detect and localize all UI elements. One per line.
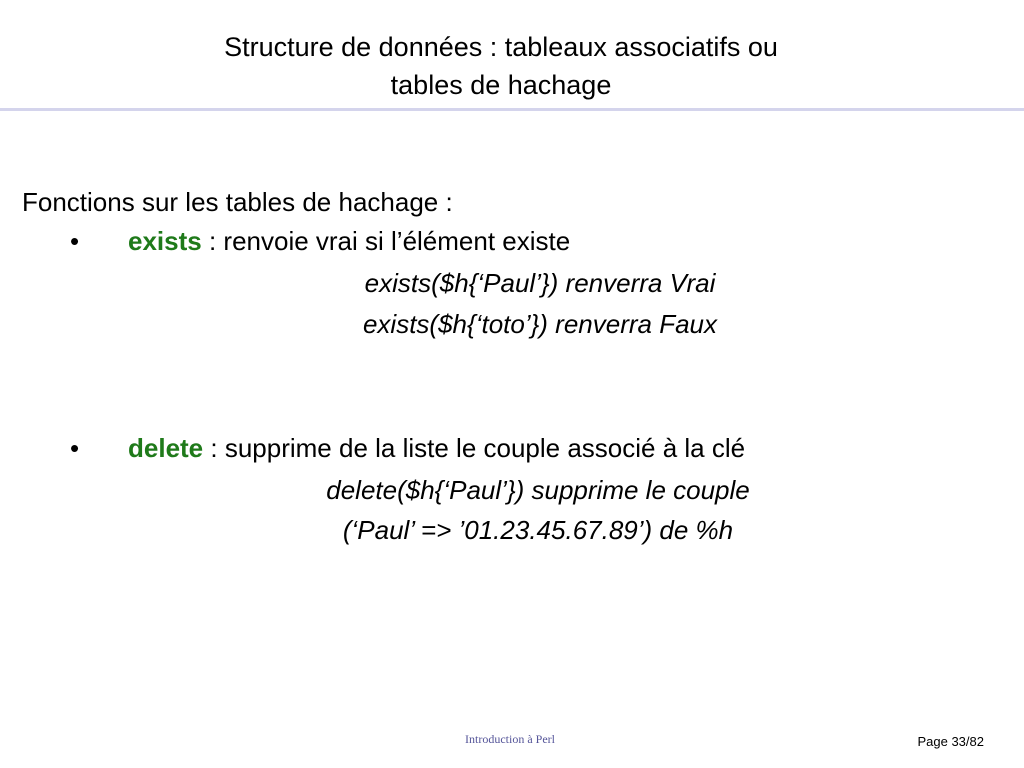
bullet-exists-description: : renvoie vrai si l’élément existe [201, 226, 571, 256]
slide-title-line-1: Structure de données : tableaux associatifs ou [224, 32, 778, 62]
example-delete-line-2: (‘Paul’ => ’01.23.45.67.89’) de %h [342, 515, 734, 545]
title-divider [0, 108, 1024, 111]
keyword-exists: exists [128, 226, 202, 256]
intro-text: Fonctions sur les tables de hachage : [22, 187, 453, 217]
example-exists-paul: exists($h{‘Paul’}) renverra Vrai [364, 268, 716, 298]
example-delete-line-1: delete($h{‘Paul’}) supprime le couple [326, 475, 750, 505]
bullet-delete-description: : supprime de la liste le couple associé à la clé [203, 433, 746, 463]
keyword-delete: delete [128, 433, 204, 463]
bullet-marker: • [70, 433, 80, 463]
bullet-exists-text [128, 223, 570, 259]
slide-title [0, 28, 1002, 104]
page-number: Page 33/82 [917, 734, 984, 749]
slide-title-line-2: tables de hachage [390, 70, 612, 100]
bullet-delete-text [128, 430, 745, 466]
example-exists-toto: exists($h{‘toto’}) renverra Faux [362, 309, 718, 339]
bullet-marker: • [70, 226, 80, 256]
footer-title: Introduction à Perl [465, 732, 555, 746]
